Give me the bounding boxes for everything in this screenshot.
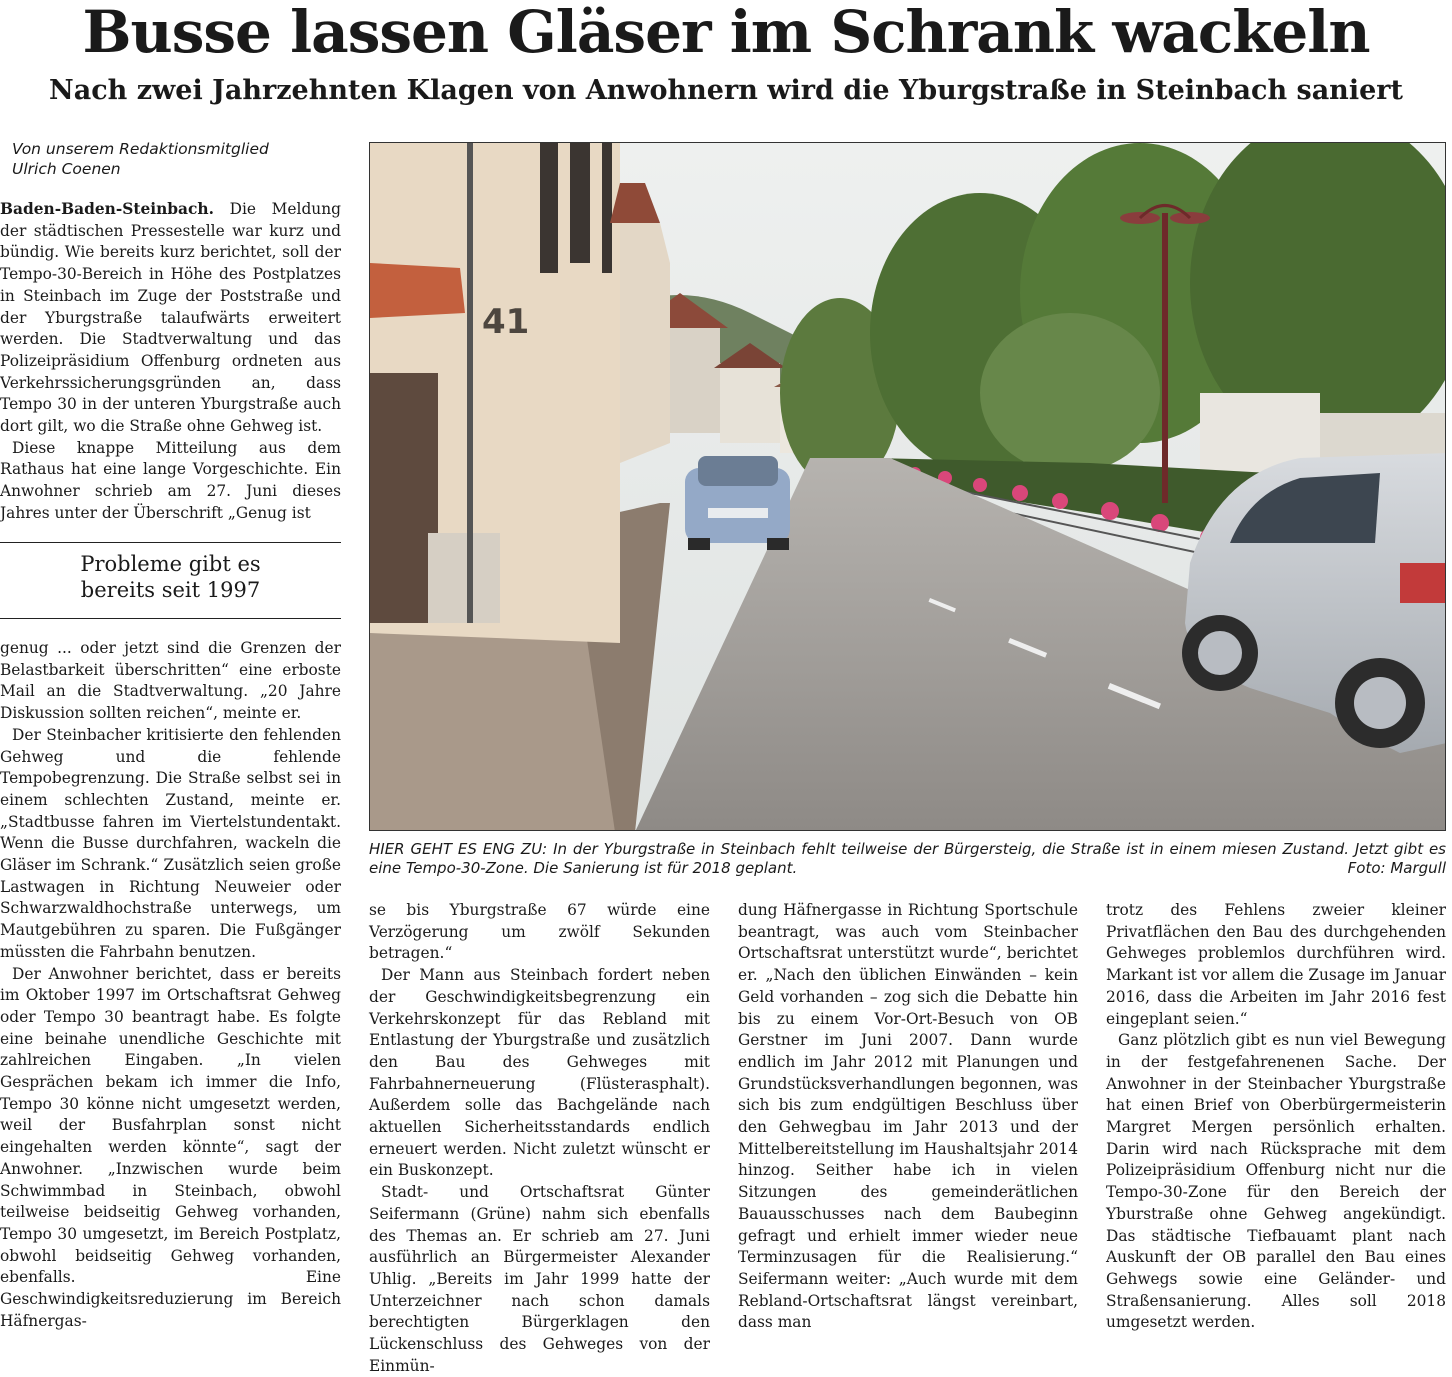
pullquote bbox=[0, 551, 341, 603]
house-number: 41 bbox=[482, 302, 530, 342]
byline-author: Ulrich Coenen bbox=[12, 160, 121, 178]
paragraph: Der Mann aus Steinbach fordert neben der Geschwindigkeitsbegrenzung ein Verkehrskonzept für das Rebland mit Entlastung der Yburgstraße und zusätzlich den Bau des Gehweges mit Fahrbahnerneuerung (Flüsterasphalt). Außerdem solle das Bachgelände nach aktuellen Sicherheitsstandards endlich erneuert werden. Nicht zuletzt wünscht er ein Buskonzept. bbox=[369, 966, 710, 1180]
column-3 bbox=[738, 900, 1078, 1334]
pullquote-top-rule bbox=[0, 542, 341, 543]
column-2 bbox=[369, 900, 710, 1377]
pullquote-bottom-rule bbox=[0, 618, 341, 619]
paragraph: Ganz plötzlich gibt es nun viel Bewegung in der festgefahrenenen Sache. Der Anwohner in der Steinbacher Yburgstraße hat einen Brief von Oberbürgermeisterin Margret Mergen persönlich erhalten. Darin wird nach Rücksprache mit dem Polizeipräsidium Offenburg nicht nur die Tempo-30-Zone für den Bereich der Yburstraße ohne Gehweg angekündigt. Das städtische Tiefbauamt plant nach Auskunft der OB parallel den Bau eines Gehwegs sowie eine Geländer- und Straßensanierung. Alles soll 2018 umgesetzt werden. bbox=[1106, 1031, 1446, 1332]
photo-caption bbox=[369, 840, 1446, 878]
paragraph: Der Steinbacher kritisierte den fehlenden Gehweg und die fehlende Tempobegrenzung. Die Straße selbst sei in einem schlechten Zustand, meinte er. „Stadtbusse fahren im Viertelstundentakt. Wenn die Busse durchfahren, wackeln die Gläser im Schrank.“ Zusätzlich seien große Lastwagen in Richtung Neuweier oder Schwarzwaldhochstraße unterwegs, um Mautgebühren zu sparen. Die Fußgänger müssten die Fahrbahn benutzen. bbox=[0, 725, 341, 961]
dateline: Baden-Baden-Steinbach. bbox=[0, 200, 214, 218]
column-4 bbox=[1106, 900, 1446, 1334]
pullquote-line: Probleme gibt es bbox=[80, 552, 261, 576]
photo-credit: Foto: Margull bbox=[1347, 859, 1446, 877]
paragraph: se bis Yburgstraße 67 würde eine Verzögerung um zwölf Sekunden betragen.“ bbox=[369, 901, 710, 963]
paragraph bbox=[0, 199, 341, 438]
paragraph: dung Häfnergasse in Richtung Sportschule beantragt, was auch vom Steinbacher Ortschaftsrat unterstützt wurde“, berichtet er. „Nach den üblichen Einwänden – kein Geld vorhanden – zog sich die Debatte hin bis zu einem Vor-Ort-Besuch von OB Gerstner im Juni 2007. Dann wurde endlich im Jahr 2012 mit Planungen und Grundstücksverhandlungen begonnen, was sich bis zum endgültigen Beschluss über den Gehwegbau im Jahr 2013 und der Mittelbereitstellung im Haushaltsjahr 2014 hinzog. Seither habe ich in vielen Sitzungen des gemeinderätlichen Bauausschusses nach dem Baubeginn gefragt und erhielt immer wieder neue Terminzusagen für die Realisierung.“ Seifermann weiter: „Auch wurde mit dem Rebland-Ortschaftsrat längst vereinbart, dass man bbox=[738, 901, 1078, 1332]
caption-text: HIER GEHT ES ENG ZU: In der Yburgstraße in Steinbach fehlt teilweise der Bürgersteig, die Straße ist in einem miesen Zustand. Jetzt gibt es eine Tempo-30-Zone. Die Sanierung ist für 2018 geplant. bbox=[369, 840, 1446, 877]
column-1-top bbox=[0, 199, 341, 525]
street-photo bbox=[369, 142, 1446, 831]
subheadline: Nach zwei Jahrzehnten Klagen von Anwohnern wird die Yburgstraße in Steinbach saniert bbox=[49, 75, 1403, 106]
paragraph: genug ... oder jetzt sind die Grenzen der Belastbarkeit überschritten“ eine erboste Mail an die Stadtverwaltung. „20 Jahre Diskussion sollten reichen“, meinte er. bbox=[0, 639, 341, 723]
pullquote-line: bereits seit 1997 bbox=[80, 578, 261, 602]
blue-car bbox=[685, 456, 790, 550]
paragraph: Der Anwohner berichtet, dass er bereits im Oktober 1997 im Ortschaftsrat Gehweg oder Tempo 30 beantragt habe. Es folgte eine beinahe unendliche Geschichte mit zahlreichen Eingaben. „In vielen Gesprächen bekam ich immer die Info, Tempo 30 könne nicht umgesetzt werden, weil der Busfahrplan sonst nicht eingehalten werden könnte“, sagt der Anwohner. „Inzwischen wurde beim Schwimmbad in Steinbach, obwohl teilweise beidseitig Gehweg vorhanden, Tempo 30 umgesetzt, im Bereich Postplatz, obwohl beidseitig Gehweg vorhanden, ebenfalls. Eine Geschwindigkeitsreduzierung im Bereich Häfnergas- bbox=[0, 964, 341, 1330]
paragraph: Stadt- und Ortschaftsrat Günter Seifermann (Grüne) nahm sich ebenfalls des Themas an. Er schrieb am 27. Juni ausführlich an Bürgermeister Alexander Uhlig. „Bereits im Jahr 1999 hatte der Unterzeichner nach schon damals berechtigten Bürgerklagen den Lückenschluss des Gehweges von der Einmün- bbox=[369, 1183, 710, 1375]
paragraph: trotz des Fehlens zweier kleiner Privatflächen den Bau des durchgehenden Gehweges problemlos durchführen wird. Markant ist vor allem die Zusage im Januar 2016, dass die Arbeiten im Jahr 2016 fest eingeplant seien.“ bbox=[1106, 901, 1446, 1028]
byline-role: Von unserem Redaktionsmitglied bbox=[12, 140, 269, 158]
paragraph-text: Die Meldung der städtischen Pressestelle war kurz und bündig. Wie bereits kurz berichtet, soll der Tempo-30-Bereich in Höhe des Postplatzes in Steinbach im Zuge der Poststraße und der Yburgstraße talaufwärts erweitert werden. Die Stadtverwaltung und das Polizeipräsidium Offenburg ordneten aus Verkehrssicherungsgründen an, dass Tempo 30 in der unteren Yburgstraße auch dort gilt, wo die Straße ohne Gehweg ist. bbox=[0, 200, 341, 436]
byline bbox=[12, 139, 342, 179]
paragraph: Diese knappe Mitteilung aus dem Rathaus hat eine lange Vorgeschichte. Ein Anwohner schrieb am 27. Juni dieses Jahres unter der Überschrift „Genug ist bbox=[0, 438, 341, 522]
column-1-bottom bbox=[0, 638, 341, 1333]
headline: Busse lassen Gläser im Schrank wackeln bbox=[82, 0, 1370, 66]
street-photo-illustration bbox=[370, 143, 1446, 831]
